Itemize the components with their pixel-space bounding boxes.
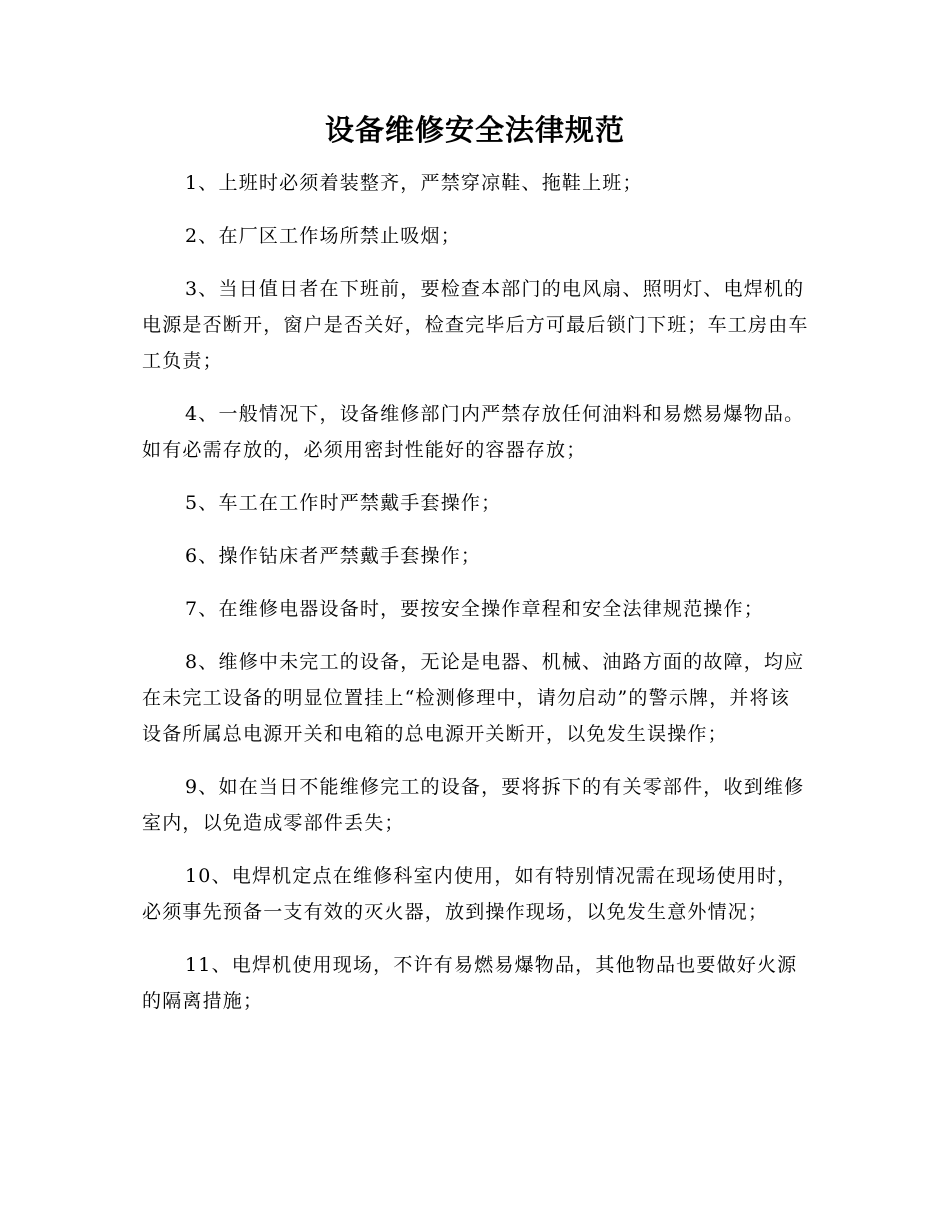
rule-paragraph-6: 6、操作钻床者严禁戴手套操作； bbox=[185, 545, 482, 567]
rule-paragraph-11: 11、电焊机使用现场，不许有易燃易爆物品，其他物品也要做好火源的隔离措施； bbox=[142, 954, 798, 1012]
rule-paragraph-10: 10、电焊机定点在维修科室内使用，如有特别情况需在现场使用时，必须事先预备一支有效的灭火器，放到操作现场，以免发生意外情况； bbox=[142, 865, 798, 923]
document-body bbox=[142, 165, 810, 1036]
rule-paragraph-4: 4、一般情况下，设备维修部门内严禁存放任何油料和易燃易爆物品。如有必需存放的，必须用密封性能好的容器存放； bbox=[142, 403, 805, 461]
rule-paragraph-9: 9、如在当日不能维修完工的设备，要将拆下的有关零部件，收到维修室内，以免造成零部件丢失； bbox=[142, 776, 805, 834]
document-title: 设备维修安全法律规范 bbox=[324, 113, 625, 147]
rule-paragraph-1: 1、上班时必须着装整齐，严禁穿凉鞋、拖鞋上班； bbox=[185, 172, 643, 194]
rule-paragraph-5: 5、车工在工作时严禁戴手套操作； bbox=[185, 492, 502, 514]
rule-paragraph-8: 8、维修中未完工的设备，无论是电器、机械、油路方面的故障，均应在未完工设备的明显位置挂上“检测修理中，请勿启动”的警示牌，并将该设备所属总电源开关和电箱的总电源开关断开，以免发生误操作； bbox=[142, 651, 805, 745]
rule-paragraph-2: 2、在厂区工作场所禁止吸烟； bbox=[185, 225, 461, 247]
rule-paragraph-3: 3、当日值日者在下班前，要检查本部门的电风扇、照明灯、电焊机的电源是否断开，窗户是否关好，检查完毕后方可最后锁门下班；车工房由车工负责； bbox=[142, 278, 809, 372]
rule-paragraph-7: 7、在维修电器设备时，要按安全操作章程和安全法律规范操作； bbox=[185, 598, 764, 620]
